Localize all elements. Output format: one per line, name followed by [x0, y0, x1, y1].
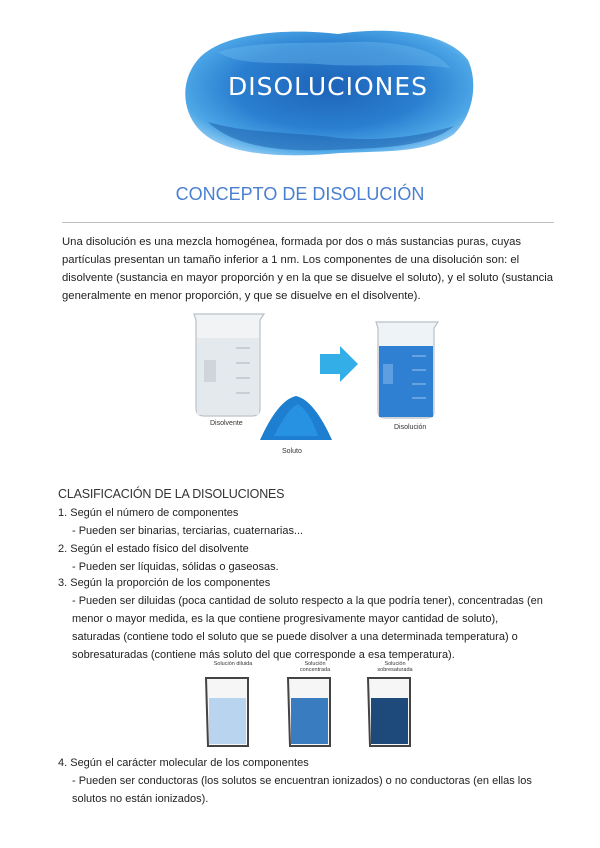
- page-title: DISOLUCIONES: [227, 72, 429, 101]
- concept-heading: CONCEPTO DE DISOLUCIÓN: [175, 184, 425, 204]
- disolucion-beaker: [376, 322, 438, 418]
- item-3-line-4: sobresaturadas (contiene más soluto del que corresponde a esa temperatura).: [72, 649, 455, 661]
- dissolution-figure: [188, 308, 458, 463]
- disolvente-label: Disolvente: [210, 420, 243, 427]
- intro-line-2: partículas presentan un tamaño inferior a 1 nm. Los componentes de una disolución son: el: [62, 254, 520, 266]
- beaker-concentrada: [288, 678, 330, 746]
- item-1-title: 1. Según el número de componentes: [58, 507, 239, 519]
- classification-heading: CLASIFICACIÓN DE LA DISOLUCIONES: [58, 487, 285, 501]
- item-3-title: 3. Según la proporción de los componentes: [58, 577, 271, 589]
- beaker-sobresaturada: [368, 678, 410, 746]
- beaker-diluida: [206, 678, 248, 746]
- arrow-right-icon: [320, 346, 358, 382]
- soluto-powder: [260, 396, 332, 440]
- item-2-title: 2. Según el estado físico del disolvente: [58, 543, 249, 555]
- label-sobresaturada: Solución sobresaturada: [377, 661, 413, 673]
- concentration-beakers: [200, 660, 430, 750]
- intro-line-1: Una disolución es una mezcla homogénea, formada por dos o más sustancias puras, cuyas: [62, 236, 522, 248]
- item-3-line-2: menor o mayor medida, es la que contiene progresivamente mayor cantidad de soluto),: [72, 613, 499, 625]
- item-3-line-3: saturadas (contiene todo el soluto que se puede disolver a una determinada temperatura) o: [72, 631, 518, 643]
- disolvente-beaker: [194, 314, 264, 416]
- item-1-line-1: - Pueden ser binarias, terciarias, cuaternarias...: [72, 525, 304, 537]
- label-concentrada: Solución concentrada: [299, 661, 331, 673]
- disolucion-label: Disolución: [394, 424, 427, 431]
- item-4-line-1: - Pueden ser conductoras (los solutos se encuentran ionizados) o no conductoras (en ellas los: [72, 775, 532, 787]
- label-diluida: Solución diluida: [213, 661, 253, 667]
- item-2-line-1: - Pueden ser líquidas, sólidas o gaseosas.: [72, 561, 279, 573]
- item-4-title: 4. Según el carácter molecular de los componentes: [58, 757, 309, 769]
- soluto-label: Soluto: [282, 448, 302, 455]
- intro-line-4: generalmente en menor proporción, y que se disuelve en el disolvente).: [62, 290, 421, 302]
- item-3-line-1: - Pueden ser diluidas (poca cantidad de soluto respecto a la que podría tener), concentradas (en: [72, 595, 543, 607]
- divider: [62, 222, 554, 223]
- intro-line-3: disolvente (sustancia en mayor proporción y en la que se disuelve el soluto), y el soluto (sustancia: [62, 272, 554, 284]
- item-4-line-2: solutos no están ionizados).: [72, 793, 209, 805]
